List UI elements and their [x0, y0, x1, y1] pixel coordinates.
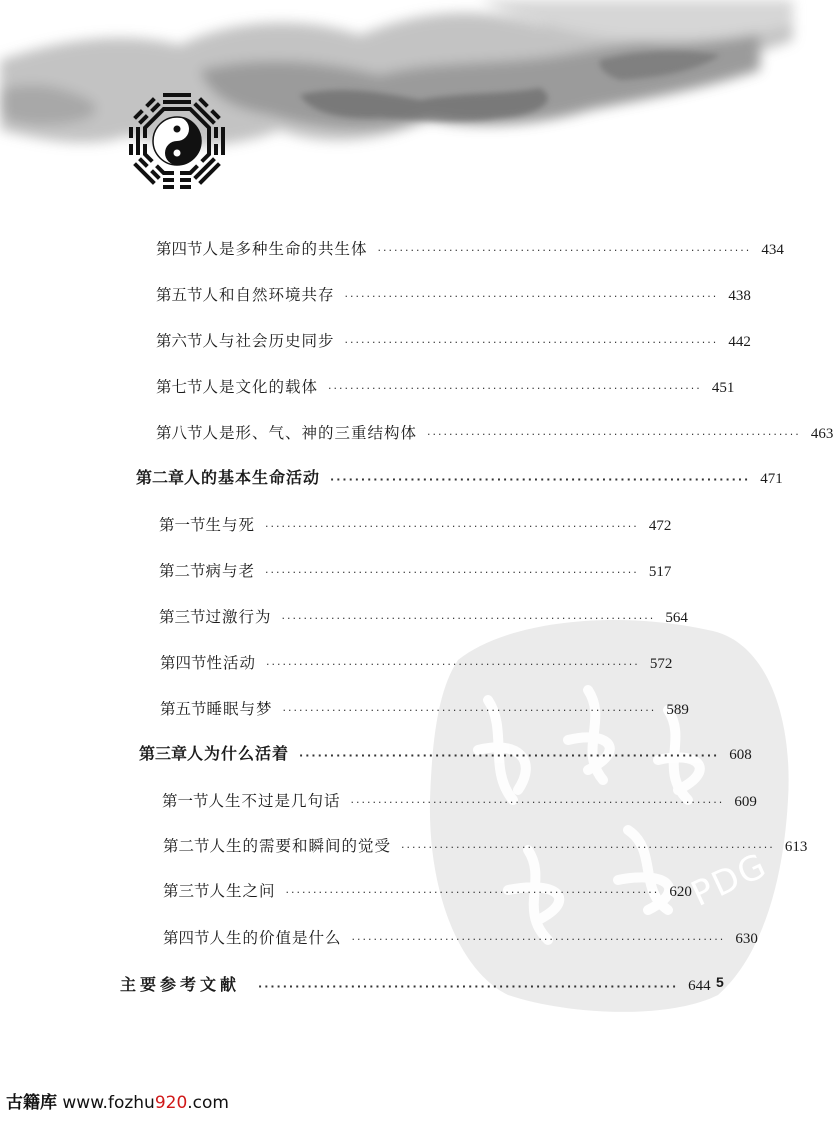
toc-entry[interactable]	[162, 791, 757, 813]
section-number: 第二节	[159, 562, 206, 580]
toc-entry[interactable]	[156, 285, 751, 307]
dot-leader: ····································································	[401, 841, 775, 854]
dot-leader: ····································································	[265, 520, 639, 533]
section-number: 第一节	[159, 516, 206, 534]
page-number: 613	[784, 839, 808, 855]
toc-entry[interactable]	[160, 653, 673, 675]
section-number: 第七节	[156, 378, 203, 396]
dot-leader: ····································································	[299, 749, 720, 762]
chapter-title: 人为什么活着	[187, 744, 290, 763]
toc-entry[interactable]	[159, 561, 672, 583]
toc-entry[interactable]	[159, 607, 688, 629]
dot-leader: ····································································	[258, 980, 679, 993]
entry-title: 人生的价值是什么	[209, 929, 342, 947]
entry-title: 病与老	[205, 562, 256, 580]
entry-title: 睡眠与梦	[206, 700, 273, 718]
dot-leader: ····································································	[266, 658, 640, 671]
toc-entry[interactable]	[160, 699, 689, 721]
page-number: 434	[761, 242, 784, 258]
toc-entry[interactable]	[156, 331, 751, 353]
section-number: 第三节	[163, 882, 210, 900]
footer-site: www.fozhu920.com	[62, 1093, 229, 1113]
chapter-title: 人的基本生命活动	[184, 468, 321, 487]
entry-title: 人是形、气、神的三重结构体	[202, 424, 418, 442]
toc-entry[interactable]	[156, 239, 784, 261]
dot-leader: ····································································	[265, 566, 639, 579]
chapter-number: 第二章	[136, 468, 185, 487]
page-number: 463	[810, 426, 833, 442]
chapter-number: 第三章	[139, 744, 188, 763]
section-number: 第四节	[163, 929, 210, 947]
toc-entry[interactable]	[163, 928, 758, 950]
entry-title: 人是文化的载体	[202, 378, 319, 396]
toc-entry[interactable]	[163, 836, 808, 858]
entry-title: 生与死	[205, 516, 256, 534]
section-number: 第五节	[156, 286, 203, 304]
dot-leader: ····································································	[344, 290, 719, 303]
page-number: 564	[665, 610, 688, 626]
page-number: 608	[729, 747, 752, 763]
page-number: 644	[688, 978, 711, 994]
dot-leader: ····································································	[377, 244, 752, 257]
section-number: 第一节	[162, 792, 209, 810]
page-number: 472	[648, 518, 672, 534]
page-number: 517	[648, 564, 672, 580]
dot-leader: ····································································	[350, 796, 725, 809]
section-number: 第八节	[156, 424, 203, 442]
page-number: 572	[649, 656, 673, 672]
page-number: 589	[666, 702, 689, 718]
entry-title: 性活动	[206, 654, 257, 672]
page-number: 471	[760, 471, 783, 487]
entry-title: 人生不过是几句话	[208, 792, 341, 810]
header-ink-clouds	[0, 0, 793, 205]
section-number: 第四节	[160, 654, 207, 672]
entry-title: 人与社会历史同步	[202, 332, 335, 350]
section-number: 第四节	[156, 240, 203, 258]
dot-leader: ····································································	[351, 933, 726, 946]
footer-label: 古籍库	[6, 1093, 57, 1113]
entry-title: 人生的需要和瞬间的觉受	[209, 837, 392, 855]
page-number: 630	[735, 931, 758, 947]
watermark-text: PDG	[685, 845, 774, 915]
footer-source[interactable]	[6, 1088, 229, 1113]
toc-entry[interactable]	[156, 423, 833, 445]
entry-title: 人是多种生命的共生体	[202, 240, 368, 258]
dot-leader: ····································································	[427, 428, 801, 441]
toc-entry[interactable]	[156, 377, 735, 399]
section-number: 第二节	[163, 837, 210, 855]
entry-title: 人和自然环境共存	[202, 286, 335, 304]
toc-chapter[interactable]	[139, 744, 752, 766]
toc-appendix[interactable]	[120, 975, 711, 997]
dot-leader: ····································································	[330, 473, 751, 486]
section-number: 第三节	[159, 608, 206, 626]
dot-leader: ····································································	[328, 382, 702, 395]
toc-entry[interactable]	[163, 881, 692, 903]
entry-title: 过激行为	[205, 608, 272, 626]
dot-leader: ····································································	[281, 612, 656, 625]
toc-chapter[interactable]	[136, 468, 783, 490]
page-number: 609	[734, 794, 757, 810]
appendix-title: 主要参考文献	[120, 975, 241, 994]
section-number: 第六节	[156, 332, 203, 350]
dot-leader: ····································································	[282, 704, 657, 717]
section-number: 第五节	[160, 700, 207, 718]
dot-leader: ····································································	[344, 336, 719, 349]
toc-entry[interactable]	[159, 515, 672, 537]
page-number: 438	[728, 288, 751, 304]
page-number: 451	[711, 380, 735, 396]
page-folio: 5	[716, 974, 724, 990]
dot-leader: ····································································	[285, 886, 660, 899]
page-number: 442	[728, 334, 751, 350]
page-number: 620	[669, 884, 692, 900]
entry-title: 人生之问	[209, 882, 276, 900]
